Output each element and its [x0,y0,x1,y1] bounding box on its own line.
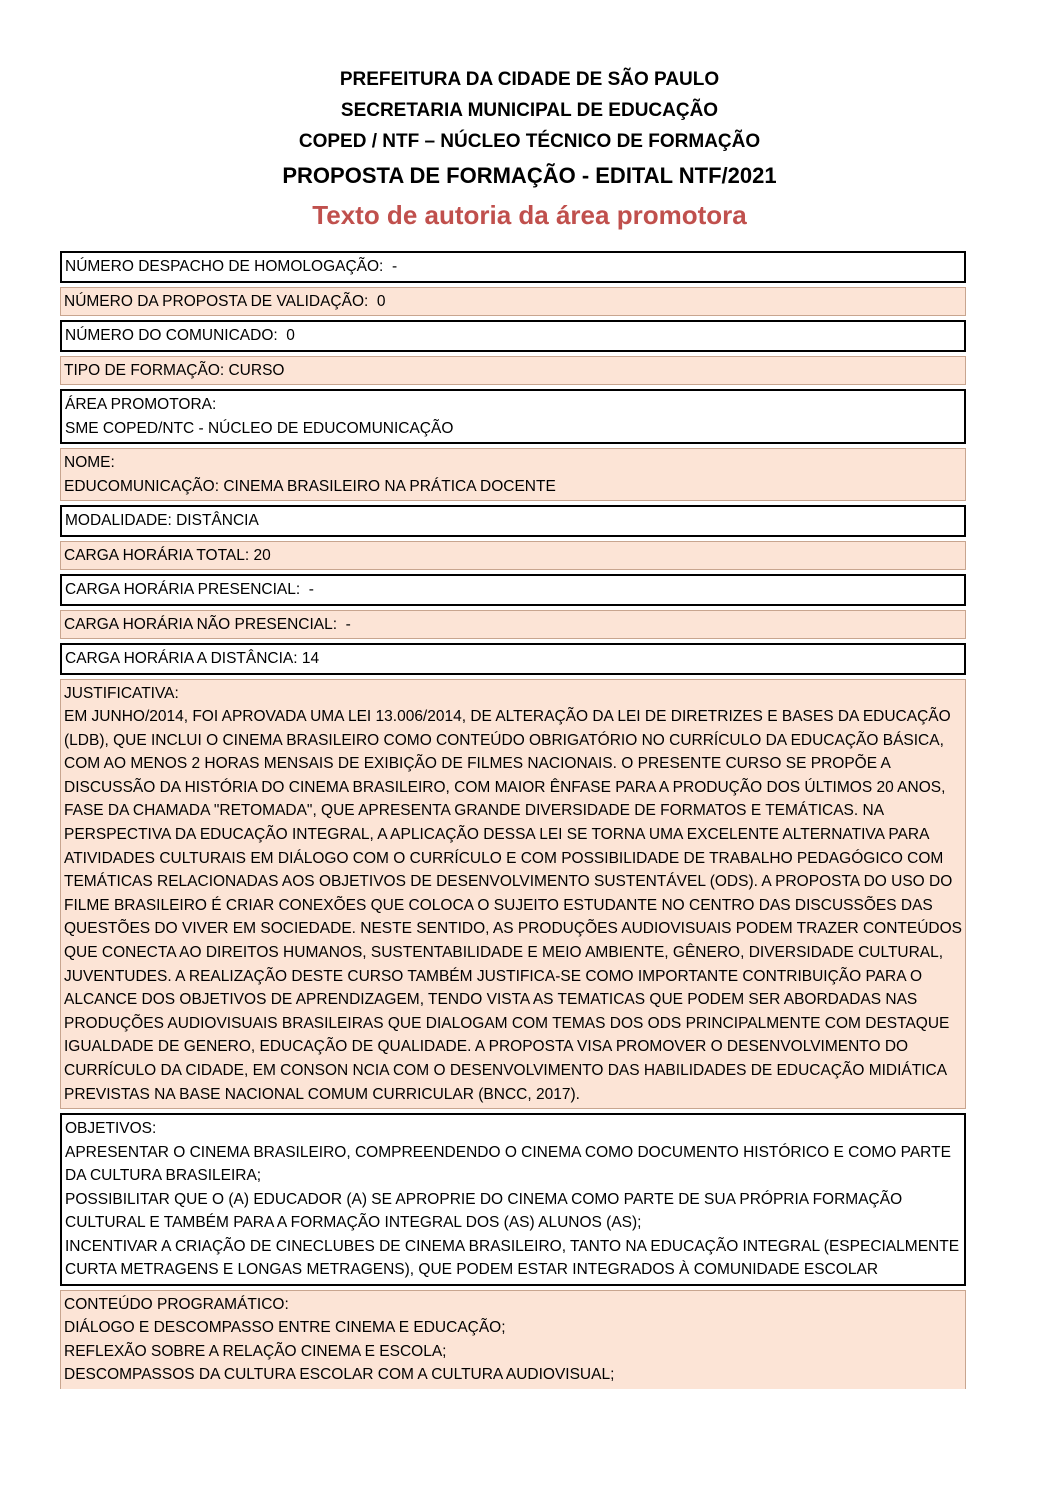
field-conteudo-programatico [60,1290,966,1389]
field-carga-presencial [60,574,966,606]
header-subtitle: Texto de autoria da área promotora [312,200,747,230]
field-validacao-text: NÚMERO DA PROPOSTA DE VALIDAÇÃO: 0 [64,292,386,310]
field-justificativa-text: EM JUNHO/2014, FOI APROVADA UMA LEI 13.006/2014, DE ALTERAÇÃO DA LEI DE DIRETRIZES E BASES DA EDUCAÇÃO (LDB), QUE INCLUI O CINEMA BRASILEIRO COMO CONTEÚDO OBRIGATÓRIO NO CURRÍCULO DA EDUCAÇÃO BÁSICA, COM AO MENOS 2 HORAS MENSAIS DE EXIBIÇÃO DE FILMES NACIONAIS. O PRESENTE CURSO SE PROPÕE A DISCUSSÃO DA HISTÓRIA DO CINEMA BRASILEIRO, COM MAIOR ÊNFASE PARA A PRODUÇÃO DOS ÚLTIMOS 20 ANOS, FASE DA CHAMADA "RETOMADA", QUE APRESENTA GRANDE DIVERSIDADE DE FORMATOS E TEMÁTICAS. NA PERSPECTIVA DA EDUCAÇÃO INTEGRAL, A APLICAÇÃO DESSA LEI SE TORNA UMA EXCELENTE ALTERNATIVA PARA ATIVIDADES CULTURAIS EM DIÁLOGO COM O CURRÍCULO E COM POSSIBILIDADE DE TRABALHO PEDAGÓGICO COM TEMÁTICAS RELACIONADAS AOS OBJETIVOS DE DESENVOLVIMENTO SUSTENTÁVEL (ODS). A PROPOSTA DO USO DO FILME BRASILEIRO É CRIAR CONEXÕES QUE COLOCA O SUJEITO ESTUDANTE NO CENTRO DAS DISCUSSÕES DAS QUESTÕES DO VIVER EM SOCIEDADE. NESTE SENTIDO, AS PRODUÇÕES AUDIOVISUAIS PODEM TRAZER CONTEÚDOS QUE CONECTA AO DIREITOS HUMANOS, SUSTENTABILIDADE E MEIO AMBIENTE, GÊNERO, DIVERSIDADE CULTURAL, JUVENTUDES. A REALIZAÇÃO DESTE CURSO TAMBÉM JUSTIFICA-SE COMO IMPORTANTE CONTRIBUIÇÃO PARA O ALCANCE DOS OBJETIVOS DE APRENDIZAGEM, TENDO VISTA AS TEMATICAS QUE PODEM SER ABORDADAS NAS PRODUÇÕES AUDIOVISUAIS BRASILEIRAS QUE DIALOGAM COM TEMAS DOS ODS PRINCIPALMENTE COM DESTAQUE IGUALDADE DE GENERO, EDUCAÇÃO DE QUALIDADE. A PROPOSTA VISA PROMOVER O DESENVOLVIMENTO DO CURRÍCULO DA CIDADE, EM CONSON NCIA COM O DESENVOLVIMENTO DAS HABILIDADES DE EDUCAÇÃO MIDIÁTICA PREVISTAS NA BASE NACIONAL COMUM CURRICULAR (BNCC, 2017). [64,708,963,1103]
field-comunicado [60,320,966,352]
field-carga-distancia [60,643,966,675]
field-tipo [60,356,966,386]
header-proposta: PROPOSTA DE FORMAÇÃO - EDITAL NTF/2021 [282,163,777,188]
field-validacao [60,287,966,317]
form-fields [60,251,966,1389]
field-modalidade [60,505,966,537]
field-area-label: ÁREA PROMOTORA: [65,396,217,413]
field-despacho [60,251,966,283]
field-carga-distancia-text: CARGA HORÁRIA A DISTÂNCIA: 14 [65,650,320,667]
header-secretaria: SECRETARIA MUNICIPAL DE EDUCAÇÃO [340,100,719,121]
field-comunicado-text: NÚMERO DO COMUNICADO: 0 [65,327,295,344]
field-nome-value: EDUCOMUNICAÇÃO: CINEMA BRASILEIRO NA PRÁTICA DOCENTE [64,477,556,495]
field-justificativa [60,679,966,1110]
field-area-promotora [60,389,966,444]
field-despacho-text: NÚMERO DESPACHO DE HOMOLOGAÇÃO: - [65,258,398,275]
field-objetivos [60,1113,966,1286]
field-nome [60,448,966,501]
field-objetivos-item-2: POSSIBILITAR QUE O (A) EDUCADOR (A) SE APROPRIE DO CINEMA COMO PARTE DE SUA PRÓPRIA FORMAÇÃO CULTURAL E TAMBÉM PARA A FORMAÇÃO INTEGRAL DOS (AS) ALUNOS (AS); [65,1190,903,1232]
field-nome-label: NOME: [64,454,115,471]
field-objetivos-item-1: APRESENTAR O CINEMA BRASILEIRO, COMPREENDENDO O CINEMA COMO DOCUMENTO HISTÓRICO E COMO PARTE DA CULTURA BRASILEIRA; [65,1143,951,1185]
header-prefeitura: PREFEITURA DA CIDADE DE SÃO PAULO [339,69,720,90]
field-carga-total-text: CARGA HORÁRIA TOTAL: 20 [64,546,271,564]
field-modalidade-text: MODALIDADE: DISTÂNCIA [65,512,259,529]
field-carga-nao-presencial-text: CARGA HORÁRIA NÃO PRESENCIAL: - [64,615,351,633]
field-justificativa-label: JUSTIFICATIVA: [64,684,179,702]
header-coped: COPED / NTF – NÚCLEO TÉCNICO DE FORMAÇÃO [298,131,761,152]
field-objetivos-label: OBJETIVOS: [65,1120,157,1138]
field-conteudo-item-1: DIÁLOGO E DESCOMPASSO ENTRE CINEMA E EDUCAÇÃO; [64,1319,506,1337]
field-carga-total [60,541,966,571]
field-conteudo-label: CONTEÚDO PROGRAMÁTICO: [64,1295,289,1313]
field-tipo-text: TIPO DE FORMAÇÃO: CURSO [64,361,285,379]
field-objetivos-item-3: INCENTIVAR A CRIAÇÃO DE CINECLUBES DE CINEMA BRASILEIRO, TANTO NA EDUCAÇÃO INTEGRAL (ESPECIALMENTE CURTA METRAGENS E LONGAS METRAGENS), QUE PODEM ESTAR INTEGRADOS À COMUNIDADE ESCOLAR [65,1237,960,1279]
document-header [0,64,1059,235]
field-conteudo-item-2: REFLEXÃO SOBRE A RELAÇÃO CINEMA E ESCOLA; [64,1342,447,1360]
field-carga-presencial-text: CARGA HORÁRIA PRESENCIAL: - [65,581,314,598]
field-area-value: SME COPED/NTC - NÚCLEO DE EDUCOMUNICAÇÃO [65,419,454,437]
field-conteudo-item-3: DESCOMPASSOS DA CULTURA ESCOLAR COM A CULTURA AUDIOVISUAL; [64,1366,615,1384]
field-carga-nao-presencial [60,610,966,640]
